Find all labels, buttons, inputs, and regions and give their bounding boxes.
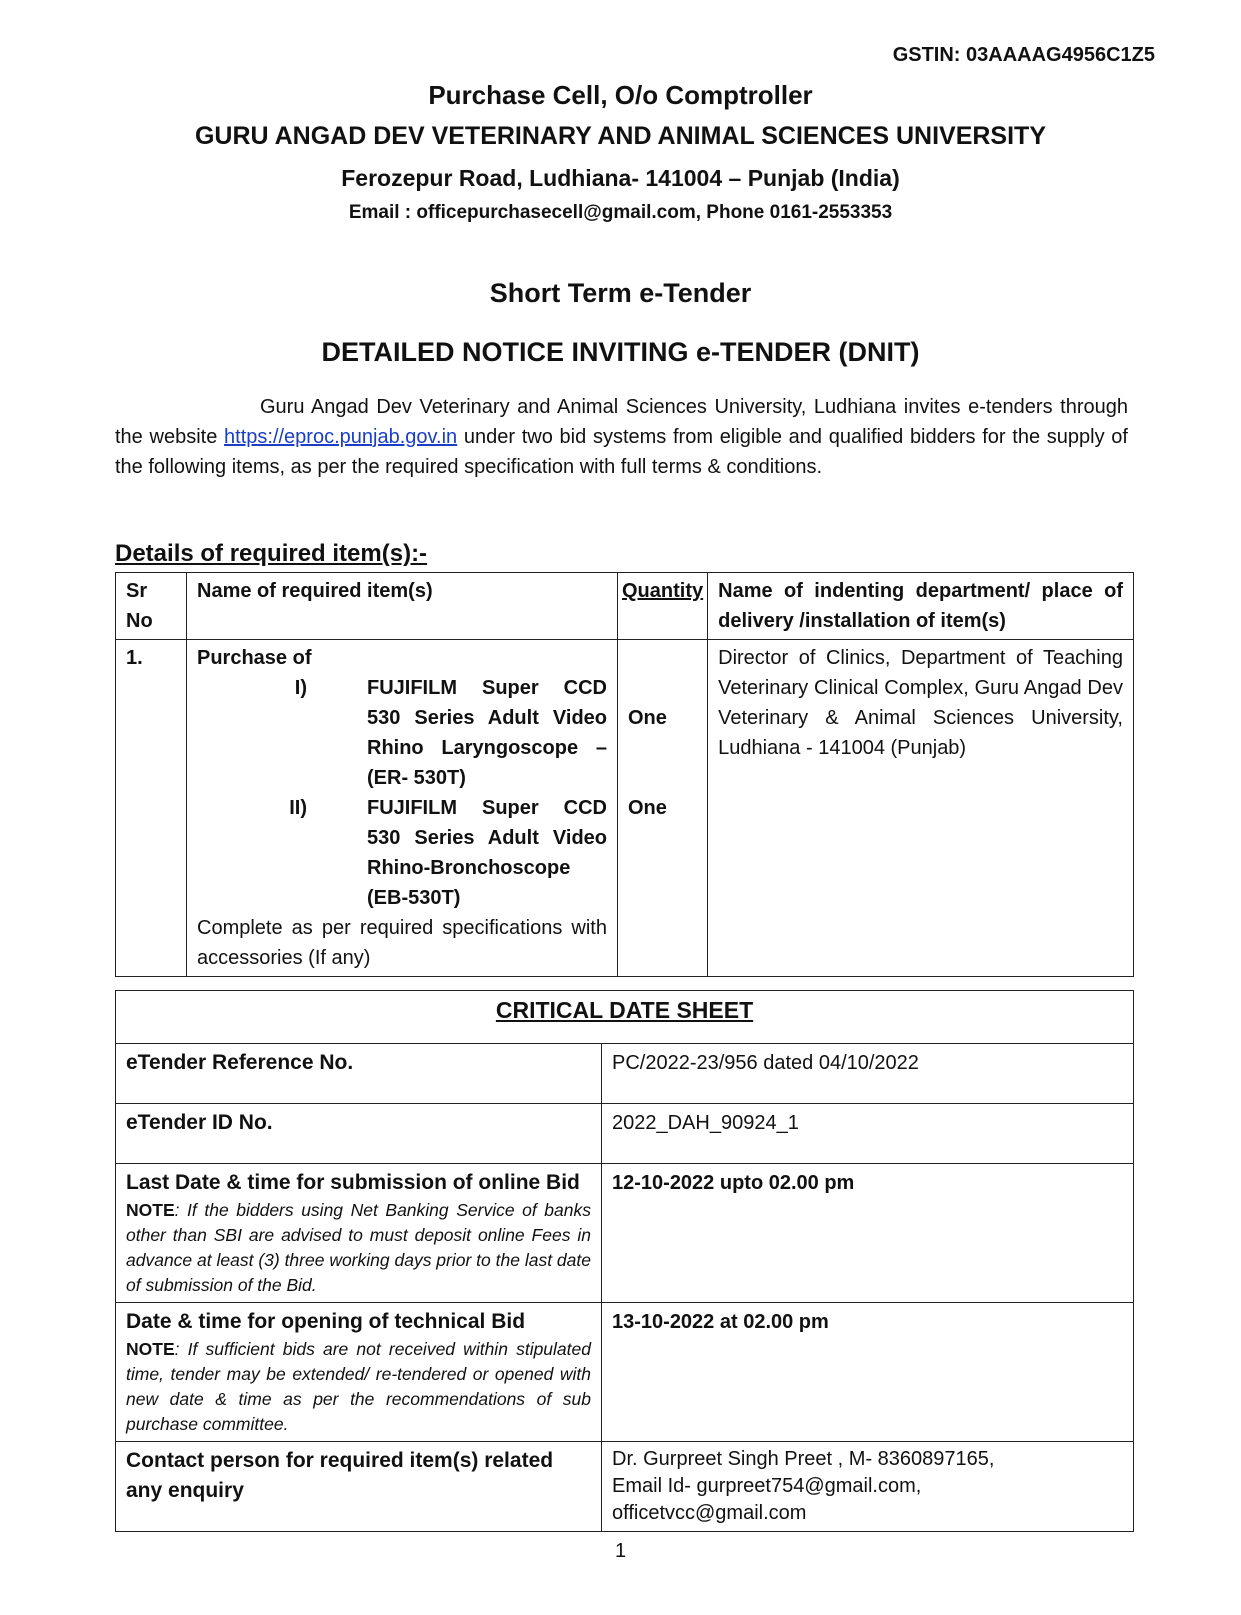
office-name: Purchase Cell, O/o Comptroller [428,80,813,110]
table-row [116,640,1134,977]
critical-date-sheet-title: CRITICAL DATE SHEET [116,991,1134,1044]
purchase-of-label: Purchase of [197,647,312,669]
subitem-number: II) [289,797,307,819]
submission-value: 12-10-2022 upto 02.00 pm [602,1164,1134,1303]
eproc-link[interactable]: https://eproc.punjab.gov.in [224,426,458,448]
university-address: Ferozepur Road, Ludhiana- 141004 – Punjab (India) [341,165,900,191]
note-text: : If sufficient bids are not received within stipulated time, tender may be extended/ re-tendered or opened with new date & time as per the recommendations of sub purchase committee. [126,1339,591,1434]
list-item [197,793,607,913]
item-quantity-cell [618,640,708,977]
quantity-value: One [628,707,667,729]
subitem-number: I) [294,677,307,699]
intro-text-2: under two bid systems from eligible and qualified bidders for the supply of the following items, as per the required specification with full terms & conditions. [115,426,1128,478]
header-quantity: Quantity [618,573,708,640]
intro-text-1: Guru Angad Dev Veterinary and Animal Sciences University, Ludhiana invites e-tenders through the website [115,396,1128,448]
table-row [116,1044,1134,1104]
items-section-title: Details of required item(s):- [115,540,428,567]
intro-paragraph [115,392,1128,482]
contact-line-2: Email Id- gurpreet754@gmail.com, [612,1475,922,1497]
item-sr-no: 1. [116,640,187,977]
item-description [187,640,618,977]
items-table [115,572,1134,977]
table-row [116,1442,1134,1532]
opening-note [126,1337,591,1437]
tender-id-label: eTender ID No. [116,1104,602,1164]
subitem-text: FUJIFILM Super CCD 530 Series Adult Video Rhino Laryngoscope – (ER- 530T) [367,677,607,789]
table-row [116,1303,1134,1442]
subitem-text: FUJIFILM Super CCD 530 Series Adult Video Rhino-Bronchoscope (EB-530T) [367,797,607,909]
items-header-row [116,573,1134,640]
university-name: GURU ANGAD DEV VETERINARY AND ANIMAL SCIENCES UNIVERSITY [194,122,1046,150]
submission-cell [116,1164,602,1303]
opening-label: Date & time for opening of technical Bid [126,1310,526,1333]
note-prefix: NOTE [126,1339,175,1359]
document-subtitle: DETAILED NOTICE INVITING e-TENDER (DNIT) [321,337,920,367]
header-item-name: Name of required item(s) [187,573,618,640]
opening-value: 13-10-2022 at 02.00 pm [602,1303,1134,1442]
table-row [116,1104,1134,1164]
table-row [116,991,1134,1044]
item-footer-note: Complete as per required specifications with accessories (If any) [197,917,607,969]
table-row [116,1164,1134,1303]
item-department: Director of Clinics, Department of Teaching Veterinary Clinical Complex, Guru Angad Dev Veterinary & Animal Sciences University, Ludhiana - 141004 (Punjab) [708,640,1134,977]
ref-no-label: eTender Reference No. [116,1044,602,1104]
header-department: Name of indenting department/ place of delivery /installation of item(s) [708,573,1134,640]
list-item [197,673,607,793]
contact-value [602,1442,1134,1532]
contact-line-3: officetvcc@gmail.com [612,1502,807,1524]
contact-line: Email : officepurchasecell@gmail.com, Phone 0161-2553353 [348,202,893,223]
note-text: : If the bidders using Net Banking Service of banks other than SBI are advised to must deposit online Fees in advance at least (3) three working days prior to the last date of submission of the Bid. [126,1200,591,1295]
quantity-value: One [628,797,667,819]
gstin-number: GSTIN: 03AAAAG4956C1Z5 [892,44,1155,66]
opening-cell [116,1303,602,1442]
tender-id-value: 2022_DAH_90924_1 [602,1104,1134,1164]
submission-label: Last Date & time for submission of online Bid [126,1171,580,1194]
contact-label: Contact person for required item(s) related any enquiry [116,1442,602,1532]
note-prefix: NOTE [126,1200,175,1220]
document-title: Short Term e-Tender [489,278,752,308]
submission-note [126,1198,591,1298]
page-number: 1 [614,1540,627,1562]
contact-line-1: Dr. Gurpreet Singh Preet , M- 8360897165, [612,1448,995,1470]
header-sr-no: Sr No [116,573,187,640]
critical-date-sheet [115,990,1134,1532]
ref-no-value: PC/2022-23/956 dated 04/10/2022 [602,1044,1134,1104]
